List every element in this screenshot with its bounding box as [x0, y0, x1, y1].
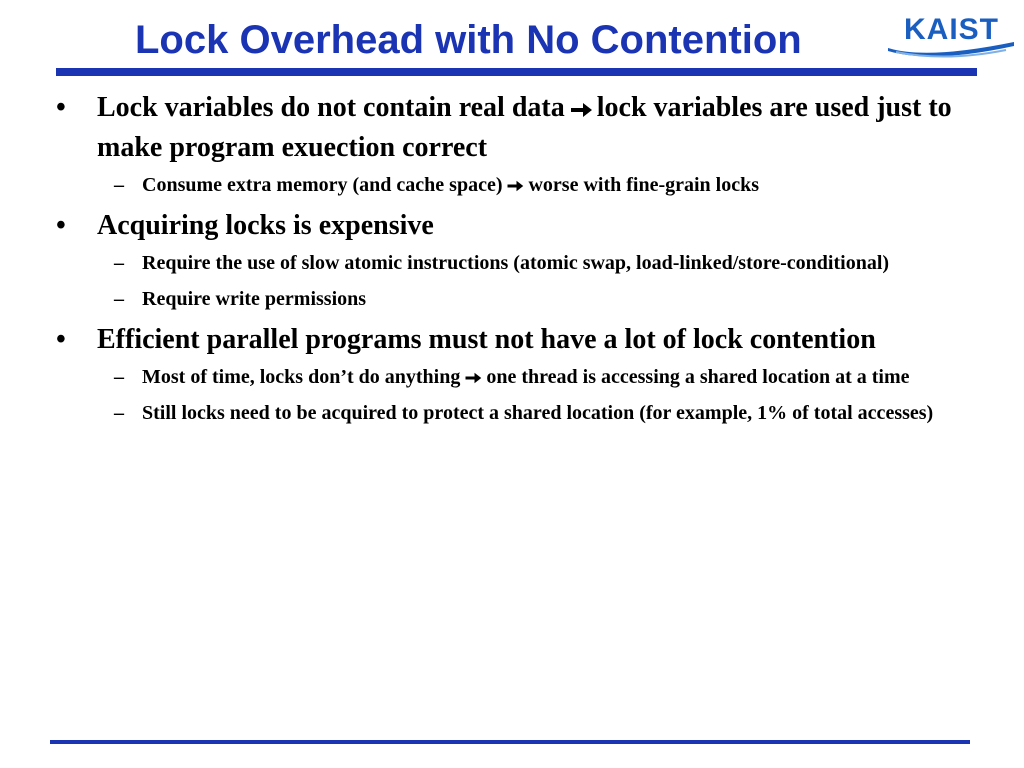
- bullet-text: Lock variables do not contain real data lock variables are used just to make program exuection correct: [97, 92, 952, 163]
- logo-swoosh-icon: [886, 38, 1016, 60]
- bullet-dot: •: [56, 210, 66, 241]
- footer-divider: [50, 740, 970, 744]
- bullet-text: Efficient parallel programs must not have a lot of lock contention: [97, 324, 876, 355]
- sub-list: [97, 170, 956, 200]
- sub-bullet-text: Consume extra memory (and cache space) worse with fine-grain locks: [142, 174, 760, 196]
- bullet-text: Acquiring locks is expensive: [97, 210, 434, 241]
- sub-bullet-item: [97, 398, 956, 428]
- sub-bullet-dash: –: [114, 402, 124, 424]
- sub-bullet-text: Require write permissions: [142, 288, 367, 310]
- sub-bullet-item: [97, 362, 956, 392]
- title-divider: [56, 68, 977, 76]
- sub-list: [97, 362, 956, 428]
- bullet-item: [56, 206, 956, 314]
- bullet-list: [56, 88, 956, 434]
- bullet-dot: •: [56, 92, 66, 123]
- sub-bullet-item: [97, 248, 956, 278]
- sub-bullet-dash: –: [114, 366, 124, 388]
- sub-list: [97, 248, 956, 314]
- bullet-item: [56, 320, 956, 428]
- sub-bullet-text: Require the use of slow atomic instructions (atomic swap, load-linked/store-conditional): [142, 252, 890, 274]
- bullet-item: [56, 88, 956, 200]
- sub-bullet-text: Still locks need to be acquired to protect a shared location (for example, 1% of total accesses): [142, 402, 934, 424]
- right-arrow-icon: [506, 178, 524, 194]
- logo-text: KAIST: [904, 13, 999, 46]
- kaist-logo: [886, 12, 1016, 60]
- sub-bullet-item: [97, 170, 956, 200]
- right-arrow-icon: [569, 100, 593, 120]
- bullet-dot: •: [56, 324, 66, 355]
- sub-bullet-dash: –: [114, 252, 124, 274]
- sub-bullet-dash: –: [114, 288, 124, 310]
- sub-bullet-dash: –: [114, 174, 124, 196]
- right-arrow-icon: [464, 370, 482, 386]
- sub-bullet-text: Most of time, locks don’t do anything one thread is accessing a shared location at a time: [142, 366, 910, 388]
- sub-bullet-item: [97, 284, 956, 314]
- slide-title: Lock Overhead with No Contention: [135, 18, 802, 62]
